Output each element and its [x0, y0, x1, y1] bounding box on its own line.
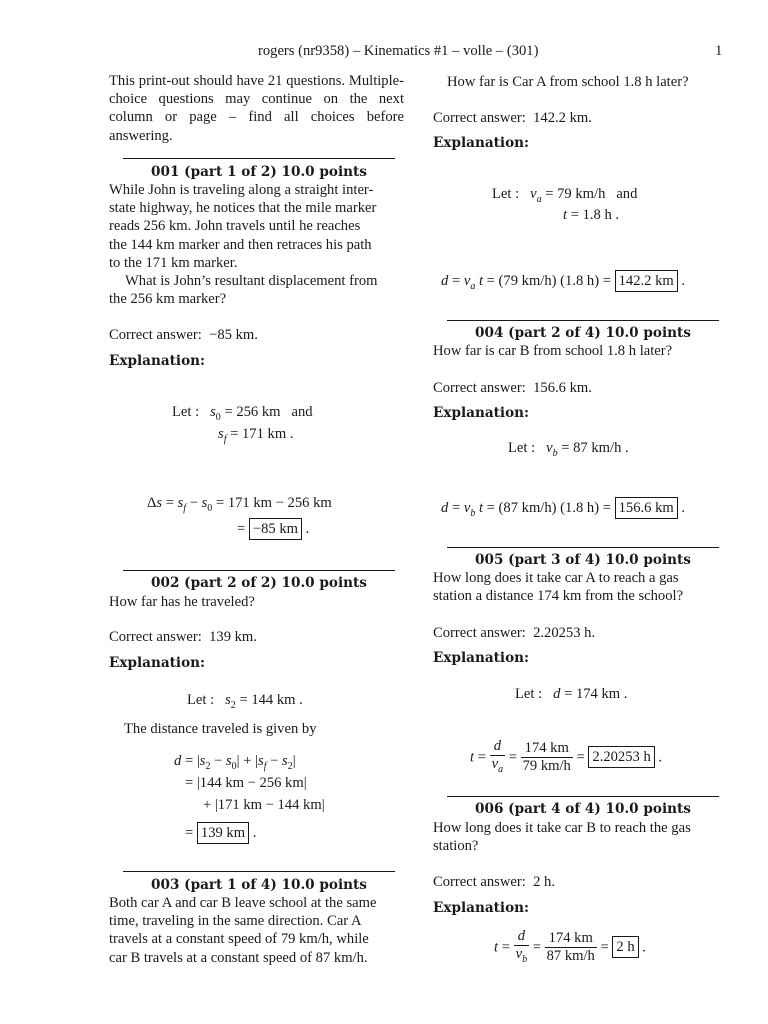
- q002-explanation-label: Explanation:: [109, 655, 206, 671]
- q005-eq: t = $\frac{d}{v_a}$ = $\frac{174 km}{79 km/h}$ = 2.20253 h .: [470, 738, 662, 778]
- q005-heading: 005 (part 3 of 4) 10.0 points: [475, 552, 691, 568]
- q005-result-box: 2.20253 h: [588, 746, 654, 768]
- q006-frac-symbolic: $\frac{d}{v_b}$: [515, 928, 528, 965]
- q003-eq: $d = v_a$ t = (79 km/h) (1.8 h) = 142.2 km .: [441, 270, 685, 292]
- q004-heading: 004 (part 2 of 4) 10.0 points: [475, 325, 691, 341]
- q003-correct-answer: Correct answer: 142.2 km.: [433, 110, 592, 126]
- q002-result-box: 139 km: [197, 822, 249, 844]
- q003-heading: 003 (part 1 of 4) 10.0 points: [151, 877, 367, 893]
- q001-eq1: $\Delta s = s_f - s_0 = 171$ km − 256 km: [147, 495, 332, 514]
- q006-result-box: 2 h: [612, 936, 638, 958]
- q006-heading: 006 (part 4 of 4) 10.0 points: [475, 801, 691, 817]
- q004-question: How far is car B from school 1.8 h later?: [433, 343, 673, 359]
- q005-question: How long does it take car A to reach a gas station a distance 174 km from the school?: [433, 570, 684, 605]
- q002-let: Let : $s_2 = 144$ km .: [187, 692, 303, 711]
- q006-correct-answer: Correct answer: 2 h.: [433, 874, 555, 890]
- q002-eq2: = |144 km − 256 km|: [185, 775, 307, 791]
- q006-question: How long does it take car B to reach the gas station?: [433, 820, 691, 855]
- q006-rule: [447, 796, 719, 797]
- q002-correct-answer: Correct answer: 139 km.: [109, 629, 257, 645]
- q003-explanation-label: Explanation:: [433, 135, 530, 151]
- q001-let2: $s_f = 171$ km .: [218, 426, 294, 445]
- q001-explanation-label: Explanation:: [109, 353, 206, 369]
- q002-eq4: = 139 km .: [185, 822, 256, 844]
- q001-let: Let : $s_0 = 256$ km and: [172, 404, 313, 423]
- q001-heading: 001 (part 1 of 2) 10.0 points: [151, 164, 367, 180]
- q006-eq: t = $\frac{d}{v_b}$ = $\frac{174 km}{87 km/h}$ = 2 h .: [494, 928, 646, 968]
- q003-let2: t = 1.8 h .: [563, 207, 620, 223]
- q005-frac-values: $\frac{174 km}{79 km/h}$: [522, 740, 571, 775]
- intro-text: This print-out should have 21 questions. Multiple-choice questions may continue on the next column or page – find all choices before answering.: [109, 73, 404, 144]
- q003-result-box: 142.2 km: [615, 270, 678, 292]
- q001-correct-answer: Correct answer: −85 km.: [109, 327, 258, 343]
- q004-correct-answer: Correct answer: 156.6 km.: [433, 380, 592, 396]
- q006-frac-values: $\frac{174 km}{87 km/h}$: [546, 930, 595, 965]
- q002-eq1: $d = |s_2 - s_0| + |s_f - s_2|$: [174, 753, 296, 772]
- q001-result-box: −85 km: [249, 518, 302, 540]
- q001-rule: [123, 158, 395, 159]
- q004-rule: [447, 320, 719, 321]
- q001-eq2: = −85 km .: [237, 518, 309, 540]
- q003-body: Both car A and car B leave school at the same time, traveling in the same direction. Car A travels at a constant speed of 79 km/h, while car B travels at a constant speed of 87 km/h.: [109, 895, 377, 966]
- q002-intro: The distance traveled is given by: [124, 721, 317, 737]
- q002-rule: [123, 570, 395, 571]
- q003-rule: [123, 871, 395, 872]
- q005-frac-symbolic: $\frac{d}{v_a}$: [491, 738, 504, 775]
- q002-question: How far has he traveled?: [109, 594, 255, 610]
- page-number: 1: [715, 43, 723, 59]
- q001-body: While John is traveling along a straight inter- state highway, he notices that the mile marker reads 256 km. John travels until he reaches the 144 km marker and then retraces his path to the 171 km marker. What is John’s resultant displacement from the 256 km marker?: [109, 182, 378, 308]
- q005-rule: [447, 547, 719, 548]
- q004-let: Let : $v_b = 87$ km/h .: [508, 440, 629, 459]
- page-header-title: rogers (nr9358) – Kinematics #1 – volle – (301): [258, 43, 539, 59]
- q006-explanation-label: Explanation:: [433, 900, 530, 916]
- q002-eq3: + |171 km − 144 km|: [203, 797, 325, 813]
- q003-let: Let : $v_a = 79$ km/h and: [492, 186, 638, 205]
- q004-eq: $d = v_b$ t = (87 km/h) (1.8 h) = 156.6 km .: [441, 497, 685, 519]
- q005-explanation-label: Explanation:: [433, 650, 530, 666]
- q002-heading: 002 (part 2 of 2) 10.0 points: [151, 575, 367, 591]
- q004-explanation-label: Explanation:: [433, 405, 530, 421]
- q005-correct-answer: Correct answer: 2.20253 h.: [433, 625, 596, 641]
- q005-let: Let : d = 174 km .: [515, 686, 628, 702]
- q004-result-box: 156.6 km: [615, 497, 678, 519]
- q003-question: How far is Car A from school 1.8 h later?: [447, 74, 689, 90]
